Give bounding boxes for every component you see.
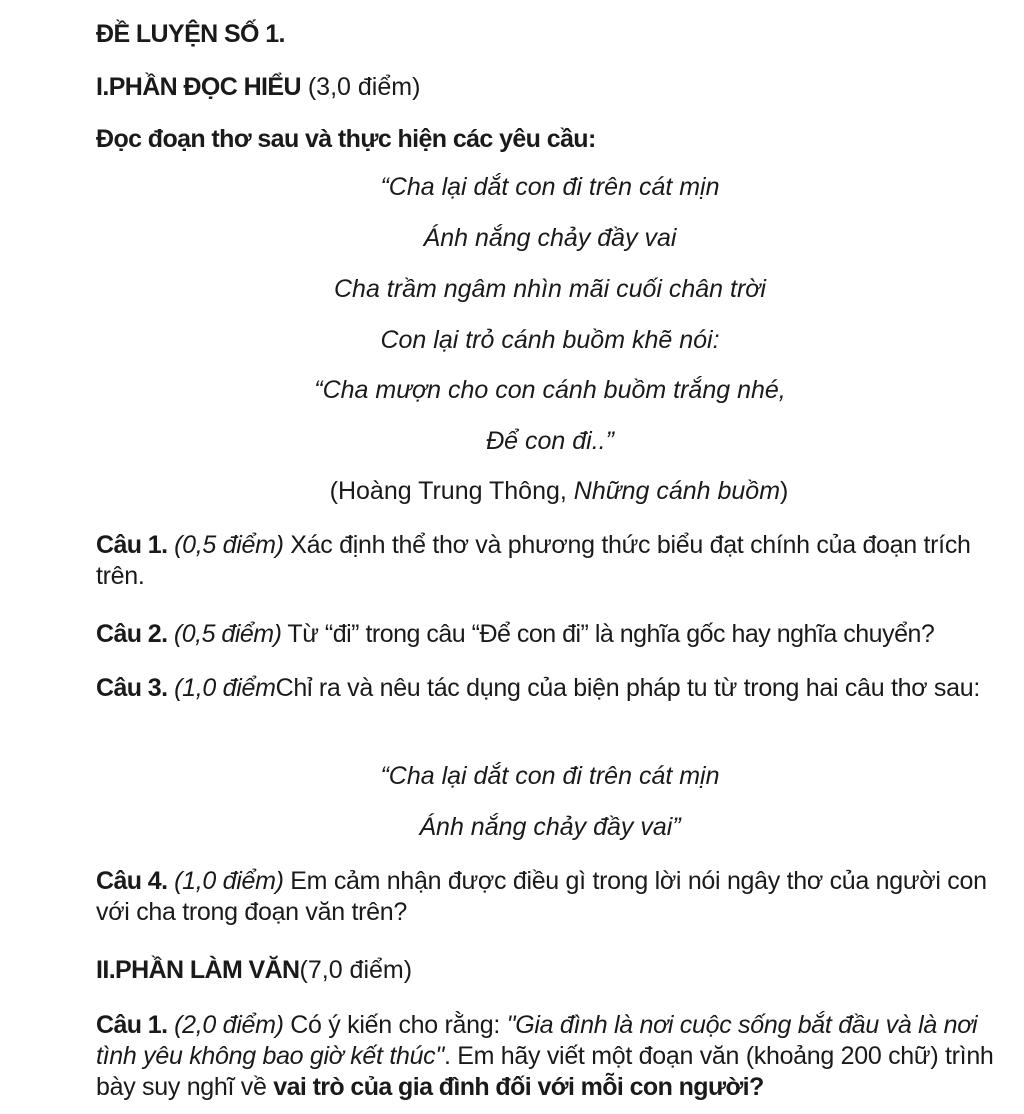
question-label: Câu 4.	[96, 867, 168, 895]
part2-heading-label: II.PHẦN LÀM VĂN	[96, 956, 300, 984]
question-text: Chỉ ra và nêu tác dụng của biện pháp tu từ trong hai câu thơ sau:	[275, 674, 980, 702]
question-1	[96, 530, 1002, 592]
question-label: Câu 2.	[96, 620, 168, 648]
poem-line: Con lại trỏ cánh buồm khẽ nói:	[380, 326, 720, 354]
question-3	[96, 673, 1002, 704]
question-points: (0,5 điểm)	[174, 531, 284, 559]
citation-work: Những cánh buồm	[573, 477, 781, 505]
question-text: Xác định thể thơ và phương thức biểu đạt chính của đoạn trích trên.	[96, 531, 971, 590]
quote-line: Ánh nắng chảy đầy vai”	[419, 813, 681, 841]
poem-citation	[0, 476, 1024, 507]
question-points: (2,0 điểm)	[174, 1011, 284, 1039]
question-points: (0,5 điểm)	[173, 620, 282, 648]
question-points: (1,0 điểm)	[174, 867, 284, 895]
poem-line: Để con đi..”	[486, 427, 614, 455]
part2-heading	[96, 955, 1002, 986]
poem-line: “Cha mượn cho con cánh buồm trắng nhé,	[314, 376, 786, 404]
citation-author: (Hoàng Trung Thông,	[329, 477, 574, 505]
poem-line: “Cha lại dắt con đi trên cát mịn	[380, 173, 720, 201]
part1-heading-label: I.PHẦN ĐỌC HIỂU	[96, 73, 301, 101]
poem-line: Ánh nắng chảy đầy vai	[423, 224, 677, 252]
question-2	[96, 619, 1008, 650]
question-text: Từ “đi” trong câu “Để con đi” là nghĩa gốc hay nghĩa chuyển?	[281, 620, 935, 648]
citation-close: )	[780, 477, 789, 505]
exam-title: ĐỀ LUYỆN SỐ 1.	[96, 20, 285, 48]
question-label: Câu 3.	[96, 674, 168, 702]
question-text: Có ý kiến cho rằng:	[283, 1011, 507, 1039]
part1-points: (3,0 điểm)	[307, 73, 421, 101]
part2-question-1	[96, 1010, 1002, 1103]
question-text: Em cảm nhận được điều gì trong lời nói ngây thơ của người con với cha trong đoạn văn trên?	[96, 867, 987, 926]
question-points: (1,0 điểm	[174, 674, 276, 702]
part1-instruction: Đọc đoạn thơ sau và thực hiện các yêu cầu:	[96, 125, 596, 153]
quote-line: “Cha lại dắt con đi trên cát mịn	[380, 762, 720, 790]
part1-heading	[96, 72, 1002, 103]
question-label: Câu 1.	[96, 1011, 168, 1039]
question-4	[96, 866, 1002, 928]
question-quote: "Gia đình là nơi cuộc sống bắt đầu và là nơi tình yêu không bao giờ kết thúc"	[96, 1011, 978, 1070]
part2-points: (7,0 điểm)	[299, 956, 413, 984]
question-text-continued: . Em hãy viết một đoạn văn (khoảng 200 chữ) trình bày suy nghĩ về	[96, 1042, 994, 1101]
question-label: Câu 1.	[96, 531, 168, 559]
question-emphasis: vai trò của gia đình đối với mỗi con người?	[273, 1073, 764, 1101]
poem-line: Cha trầm ngâm nhìn mãi cuối chân trời	[334, 275, 766, 303]
